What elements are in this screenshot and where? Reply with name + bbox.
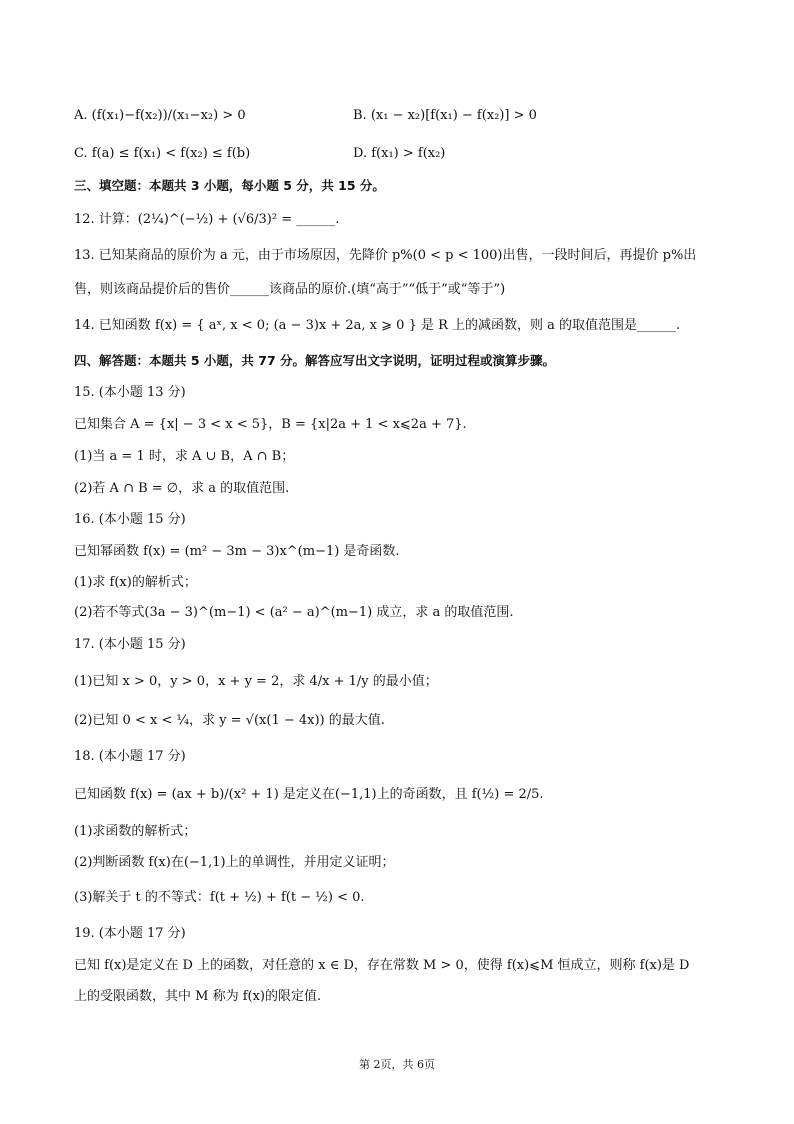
question-18-part-2: (2)判断函数 f(x)在(−1,1)上的单调性，并用定义证明；: [74, 855, 395, 870]
option-d: D. f(x₁) > f(x₂): [353, 146, 446, 161]
question-16-part-2: (2)若不等式(3a − 3)^(m−1) < (a² − a)^(m−1) 成立，求 a 的取值范围.: [74, 605, 514, 620]
question-15-part-1: (1)当 a = 1 时，求 A ∪ B，A ∩ B；: [74, 449, 295, 464]
question-13-line-1: 13. 已知某商品的原价为 a 元，由于市场原因，先降价 p%(0 < p < 100)出售，一段时间后，再提价 p%出: [74, 248, 697, 263]
question-15-stem: 已知集合 A = {x| − 3 < x < 5}，B = {x|2a + 1 < x⩽2a + 7}.: [74, 417, 467, 432]
option-c: C. f(a) ≤ f(x₁) < f(x₂) ≤ f(b): [74, 146, 251, 161]
question-17-part-1: (1)已知 x > 0，y > 0，x + y = 2，求 4/x + 1/y 的最小值；: [74, 674, 438, 689]
question-16-part-1: (1)求 f(x)的解析式；: [74, 575, 197, 590]
question-13-line-2: 售，则该商品提价后的售价______该商品的原价.(填“高于”“低于”或“等于”): [74, 282, 506, 297]
question-12: 12. 计算：(2¼)^(−½) + (√6/3)² = ______.: [74, 212, 340, 227]
question-18-part-3: (3)解关于 t 的不等式：f(t + ½) + f(t − ½) < 0.: [74, 890, 365, 905]
question-16-stem: 已知幂函数 f(x) = (m² − 3m − 3)x^(m−1) 是奇函数.: [74, 544, 400, 559]
question-19-title: 19. (本小题 17 分): [74, 926, 186, 941]
question-15-title: 15. (本小题 13 分): [74, 385, 186, 400]
question-16-title: 16. (本小题 15 分): [74, 512, 186, 527]
question-17-title: 17. (本小题 15 分): [74, 637, 186, 652]
question-14: 14. 已知函数 f(x) = { aˣ, x < 0; (a − 3)x + 2a, x ⩾ 0 } 是 R 上的减函数，则 a 的取值范围是______.: [74, 318, 681, 333]
question-19-stem-line-1: 已知 f(x)是定义在 D 上的函数，对任意的 x ∈ D，存在常数 M > 0，使得 f(x)⩽M 恒成立，则称 f(x)是 D: [74, 958, 690, 973]
question-19-stem-line-2: 上的受限函数，其中 M 称为 f(x)的限定值.: [74, 989, 322, 1004]
question-18-part-1: (1)求函数的解析式；: [74, 824, 197, 839]
question-18-title: 18. (本小题 17 分): [74, 749, 186, 764]
question-17-part-2: (2)已知 0 < x < ¼，求 y = √(x(1 − 4x)) 的最大值.: [74, 713, 385, 728]
question-15-part-2: (2)若 A ∩ B = ∅，求 a 的取值范围.: [74, 481, 290, 496]
section-3-heading: 三、填空题：本题共 3 小题，每小题 5 分，共 15 分。: [74, 178, 385, 193]
option-b: B. (x₁ − x₂)[f(x₁) − f(x₂)] > 0: [353, 108, 537, 123]
question-18-stem: 已知函数 f(x) = (ax + b)/(x² + 1) 是定义在(−1,1)上的奇函数，且 f(½) = 2/5.: [74, 787, 544, 802]
option-a: A. (f(x₁)−f(x₂))/(x₁−x₂) > 0: [74, 108, 246, 123]
page-footer: 第 2页，共 6页: [359, 1058, 435, 1071]
section-4-heading: 四、解答题：本题共 5 小题，共 77 分。解答应写出文字说明，证明过程或演算步骤。: [74, 353, 556, 368]
